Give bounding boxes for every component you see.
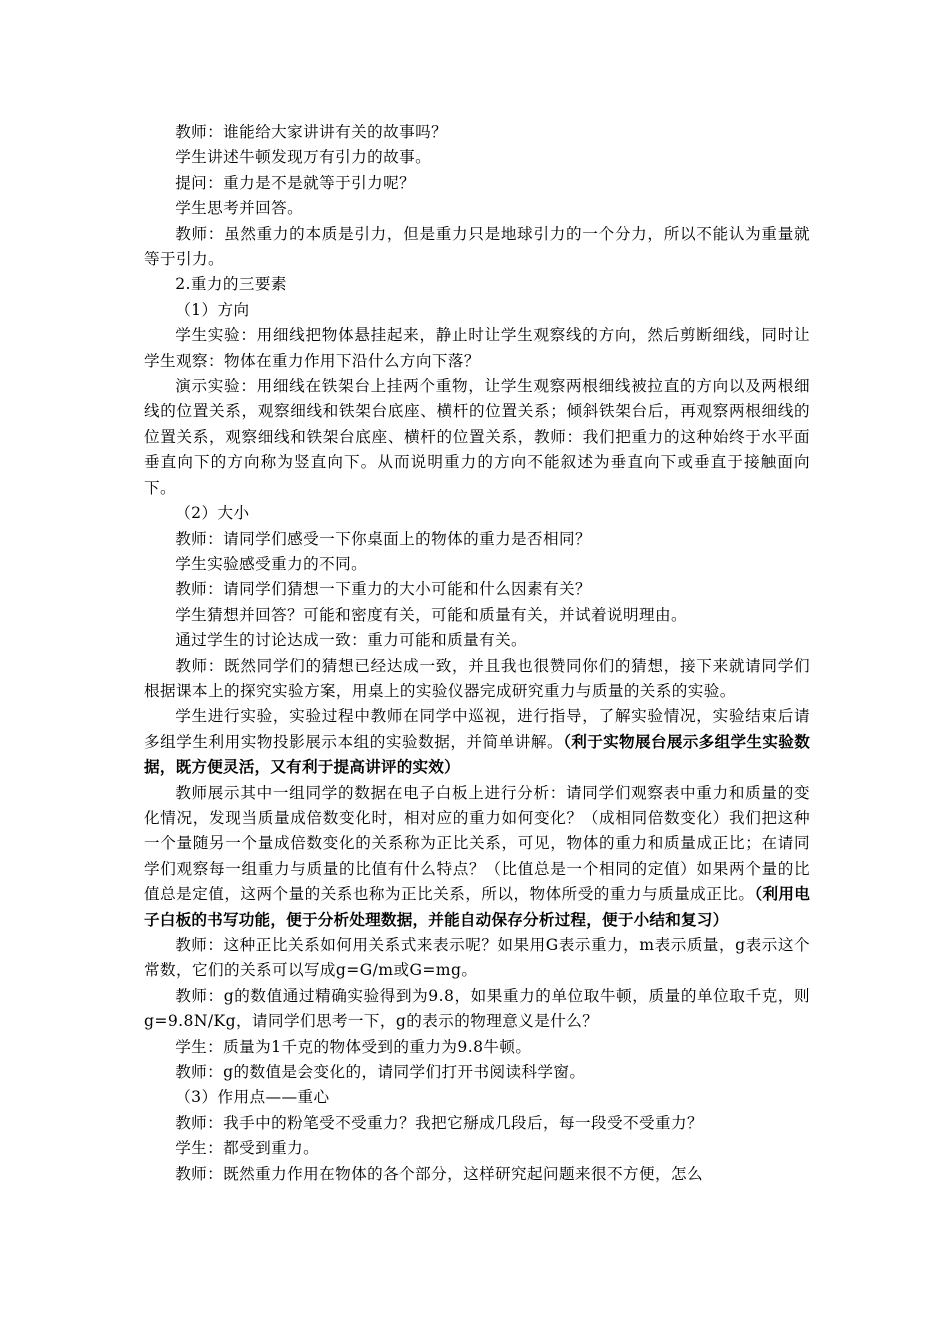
paragraph-teacher-gravity-nature: 教师：虽然重力的本质是引力，但是重力只是地球引力的一个分力，所以不能认为重量就等于引力。 [144,224,810,269]
paragraph-student-feel-weight: 学生实验感受重力的不同。 [175,554,368,573]
paragraph-teacher-g-value: 教师：g的数值通过精确实验得到为9.8，如果重力的单位取牛顿，质量的单位取千克，则g=9.8N/Kg，请同学们思考一下，g的表示的物理意义是什么？ [144,986,810,1031]
paragraph-teacher-g-varies: 教师：g的数值是会变化的，请同学们打开书阅读科学窗。 [175,1063,586,1082]
paragraph-student-g-meaning: 学生：质量为1千克的物体受到的重力为9.8牛顿。 [175,1037,532,1056]
bold-note-projector: （利于实物展台展示多组学生实验数据，既方便灵活，又有利于提高讲评的实效） [144,732,810,777]
paragraph-whiteboard-analysis: 教师展示其中一组同学的数据在电子白板上进行分析：请同学们观察表中重力和质量的变化情况，发现当质量成倍数变化时，相对应的重力如何变化？（成相同倍数变化）我们把这种一个量随另一个量成倍数变化的关系称为正比关系，可见，物体的重力和质量成正比；在请同学们观察每一组重力与质量的比值有什么特点？（比值总是一个相同的定值）如果两个量的比值总是定值，这两个量的关系也称为正比关系，所以，物体所受的重力与质量成正比。（利用电子白板的书写功能，便于分析处理数据，并能自动保存分析过程，便于小结和复习） [144,783,810,929]
paragraph-teacher-feel-weight: 教师：请同学们感受一下你桌面上的物体的重力是否相同？ [175,529,592,548]
paragraph-discussion-consensus: 通过学生的讨论达成一致：重力可能和质量有关。 [175,631,528,650]
paragraph-student-newton-story: 学生讲述牛顿发现万有引力的故事。 [175,148,432,167]
subheading-magnitude: （2）大小 [175,504,250,523]
subheading-direction: （1）方向 [175,300,250,319]
subheading-center-of-gravity: （3）作用点——重心 [175,1088,330,1107]
paragraph-teacher-guess-factors: 教师：请同学们猜想一下重力的大小可能和什么因素有关？ [175,580,592,599]
paragraph-student-think: 学生思考并回答。 [175,199,304,218]
paragraph-demo-experiment: 演示实验：用细线在铁架台上挂两个重物，让学生观察两根细线被拉直的方向以及两根细线的位置关系，观察细线和铁架台底座、横杆的位置关系；倾斜铁架台后，再观察两根细线的位置关系，观察细线和铁架台底座、横杆的位置关系，教师：我们把重力的这种始终于水平面垂直向下的方向称为竖直向下。从而说明重力的方向不能叙述为垂直向下或垂直于接触面向下。 [144,377,810,497]
paragraph-teacher-experiment-plan: 教师：既然同学们的猜想已经达成一致，并且我也很赞同你们的猜想，接下来就请同学们根据课本上的探究实验方案，用桌上的实验仪器完成研究重力与质量的关系的实验。 [144,656,810,700]
document-page [144,120,810,1187]
paragraph-teacher-question-story: 教师：谁能给大家讲讲有关的故事吗？ [175,123,448,141]
paragraph-teacher-formula: 教师：这种正比关系如何用关系式来表示呢？如果用G表示重力，m表示质量，g表示这个常数，它们的关系可以写成g=G/m或G=mg。 [144,936,810,980]
paragraph-teacher-inconvenient: 教师：既然重力作用在物体的各个部分，这样研究起问题来很不方便，怎么 [175,1164,703,1183]
paragraph-student-guess: 学生猜想并回答？可能和密度有关，可能和质量有关，并试着说明理由。 [175,605,687,624]
paragraph-student-experiment: 学生进行实验，实验过程中教师在同学中巡视，进行指导，了解实验情况，实验结束后请多组学生利用实物投影展示本组的实验数据，并简单讲解。（利于实物展台展示多组学生实验数据，既方便灵活，又有利于提高讲评的实效） [144,707,810,777]
paragraph-question-gravity-attraction: 提问：重力是不是就等于引力呢？ [175,173,416,192]
paragraph-teacher-chalk: 教师：我手中的粉笔受不受重力？我把它掰成几段后，每一段受不受重力？ [175,1113,703,1132]
paragraph-student-all-gravity: 学生：都受到重力。 [175,1139,320,1158]
paragraph-student-experiment-direction: 学生实验：用细线把物体悬挂起来，静止时让学生观察线的方向，然后剪断细线，同时让学生观察：物体在重力作用下沿什么方向下落？ [144,326,810,370]
section-heading-three-elements: 2.重力的三要素 [175,275,287,294]
bold-note-whiteboard: （利用电子白板的书写功能，便于分析处理数据，并能自动保存分析过程，便于小结和复习） [144,885,810,929]
